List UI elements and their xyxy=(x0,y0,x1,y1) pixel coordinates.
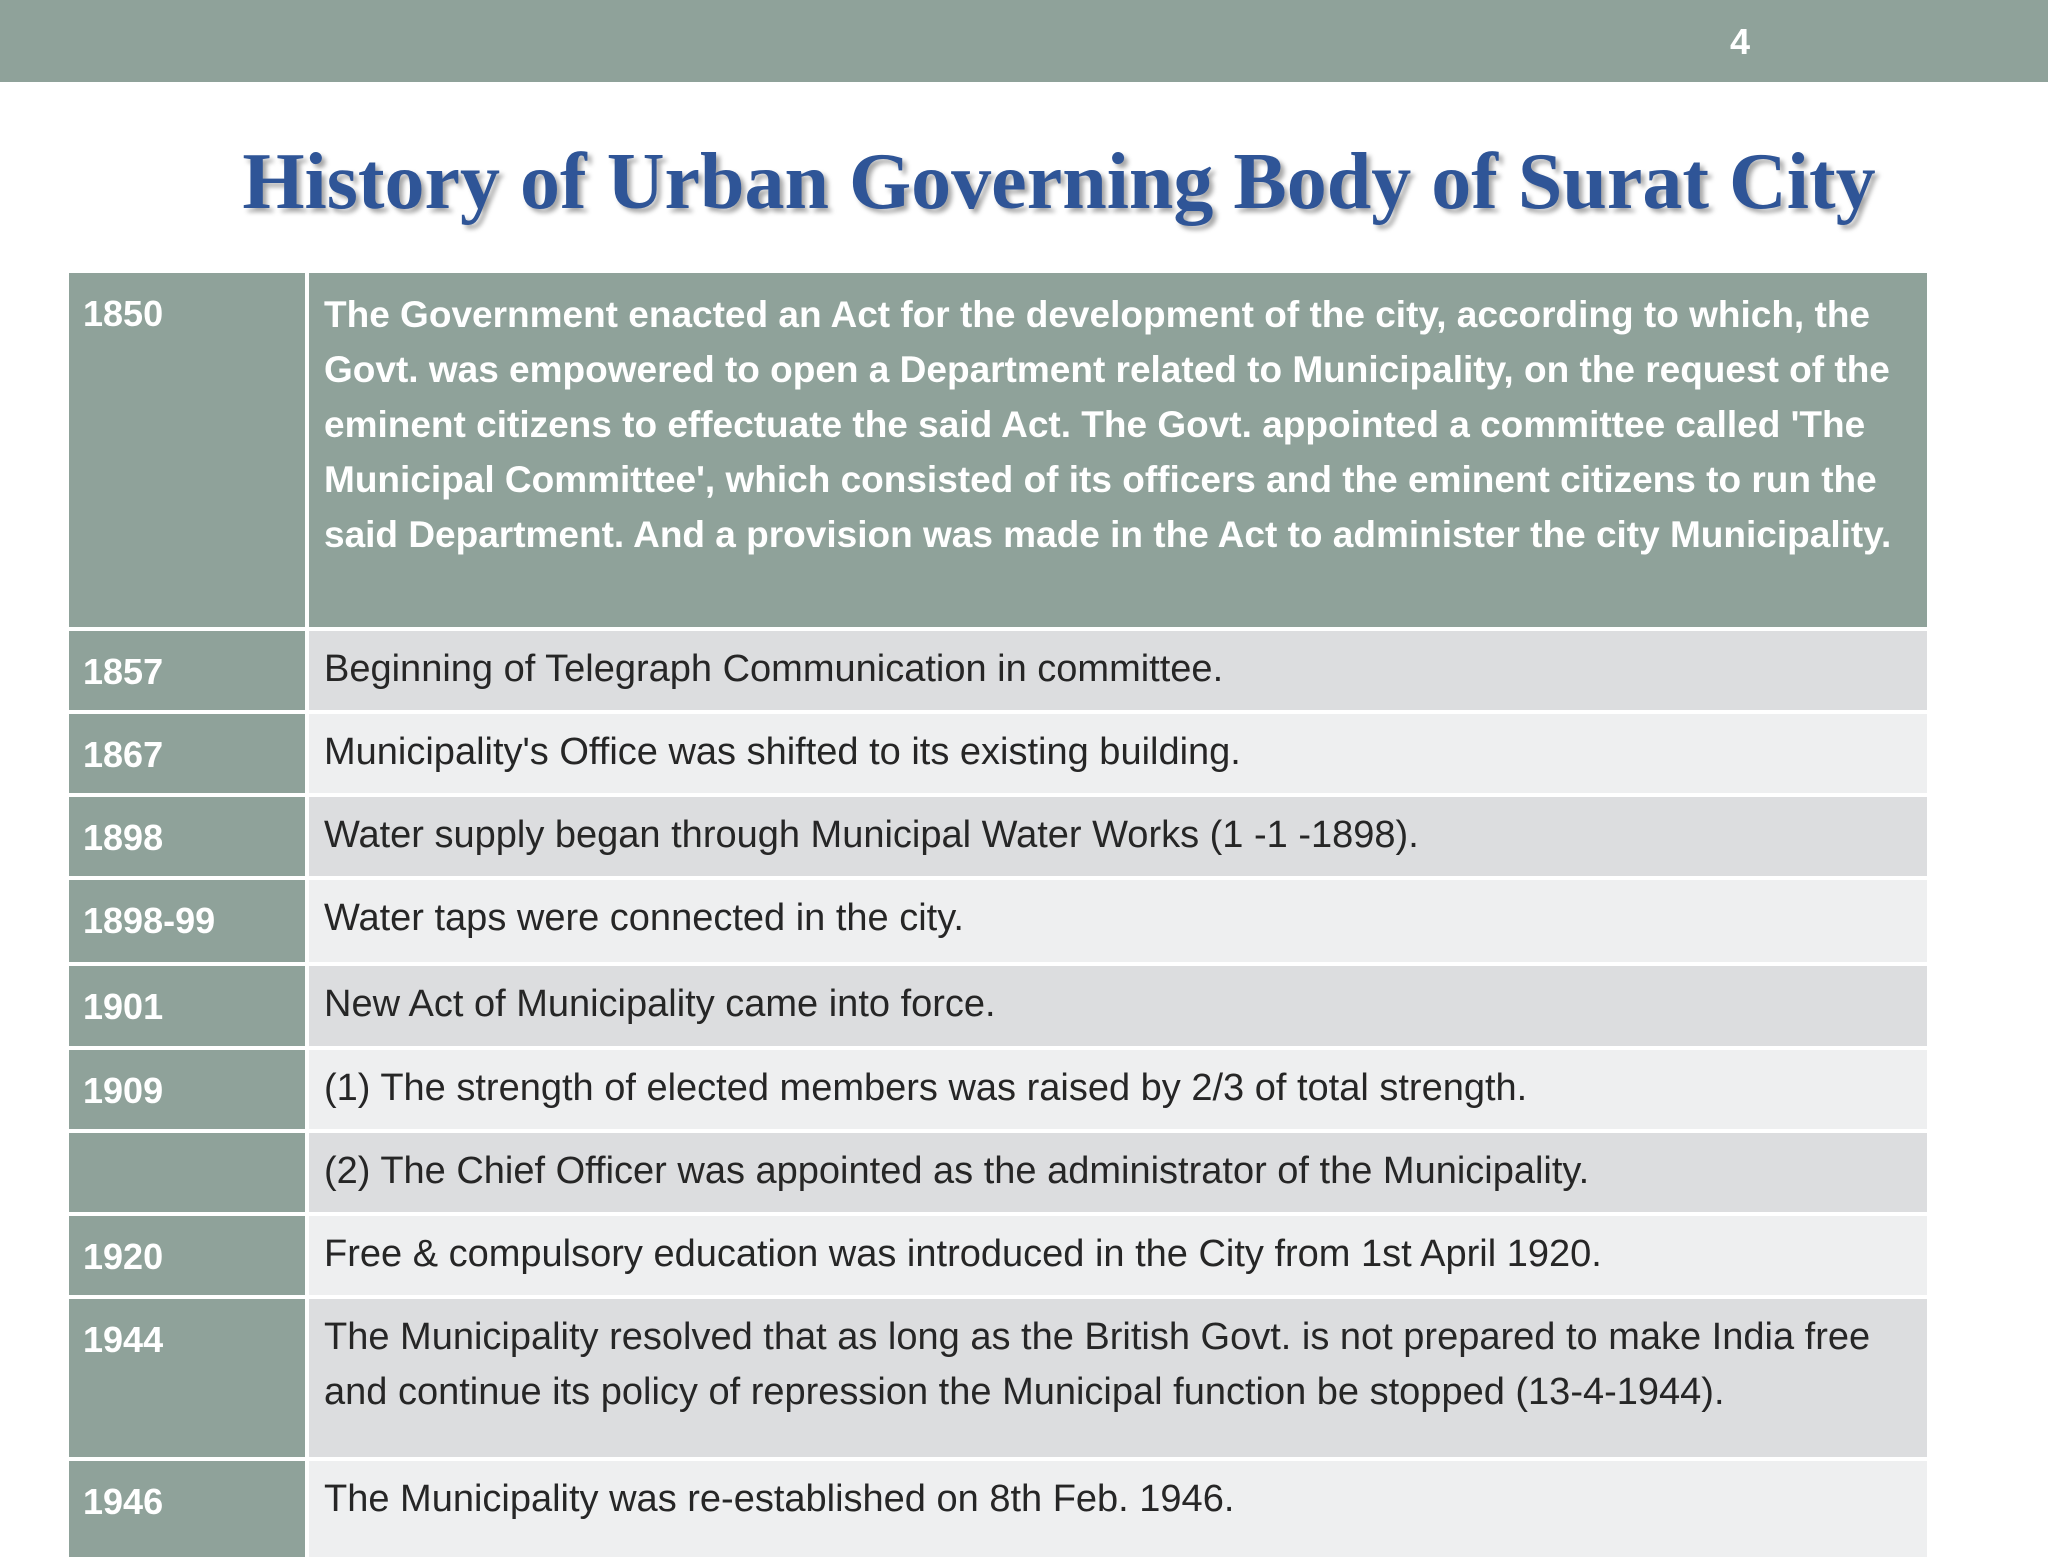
year-cell: 1850 xyxy=(69,273,309,627)
page-number: 4 xyxy=(1729,21,1751,62)
event-cell: The Municipality was re-established on 8th Feb. 1946. xyxy=(309,1461,1927,1557)
table-row xyxy=(69,1457,1927,1557)
year-cell: 1920 xyxy=(69,1216,309,1295)
table-row xyxy=(69,710,1927,793)
table-row xyxy=(69,876,1927,962)
table-row xyxy=(69,273,1927,627)
year-cell: 1901 xyxy=(69,966,309,1046)
event-cell: The Municipality resolved that as long as the British Govt. is not prepared to make India free and continue its policy of repression the Municipal function be stopped (13-4-1944). xyxy=(309,1299,1927,1457)
slide-title: History of Urban Governing Body of Surat City xyxy=(242,138,1876,226)
event-cell: The Government enacted an Act for the development of the city, according to which, the Govt. was empowered to open a Department related to Municipality, on the request of the eminent citizens to effectuate the said Act. The Govt. appointed a committee called 'The Municipal Committee', which consisted of its officers and the eminent citizens to run the said Department. And a provision was made in the Act to administer the city Municipality. xyxy=(309,273,1927,627)
event-cell: Free & compulsory education was introduced in the City from 1st April 1920. xyxy=(309,1216,1927,1295)
event-cell: (1) The strength of elected members was raised by 2/3 of total strength. xyxy=(309,1050,1927,1129)
table-row xyxy=(69,962,1927,1046)
year-cell: 1946 xyxy=(69,1461,309,1557)
table-row xyxy=(69,1046,1927,1129)
event-cell: Beginning of Telegraph Communication in committee. xyxy=(309,631,1927,710)
year-cell: 1857 xyxy=(69,631,309,710)
table-row xyxy=(69,627,1927,710)
event-cell: (2) The Chief Officer was appointed as the administrator of the Municipality. xyxy=(309,1133,1927,1212)
event-cell: Water supply began through Municipal Water Works (1 -1 -1898). xyxy=(309,797,1927,876)
year-cell: 1909 xyxy=(69,1050,309,1129)
table-row xyxy=(69,1295,1927,1457)
event-cell: Municipality's Office was shifted to its existing building. xyxy=(309,714,1927,793)
year-cell: 1944 xyxy=(69,1299,309,1457)
table-row xyxy=(69,1212,1927,1295)
event-cell: Water taps were connected in the city. xyxy=(309,880,1927,962)
slide-header-bar xyxy=(0,0,2048,82)
table-row xyxy=(69,793,1927,876)
year-cell: 1867 xyxy=(69,714,309,793)
history-table xyxy=(69,273,1927,1557)
event-cell: New Act of Municipality came into force. xyxy=(309,966,1927,1046)
year-cell xyxy=(69,1133,309,1212)
year-cell: 1898-99 xyxy=(69,880,309,962)
table-row xyxy=(69,1129,1927,1212)
year-cell: 1898 xyxy=(69,797,309,876)
